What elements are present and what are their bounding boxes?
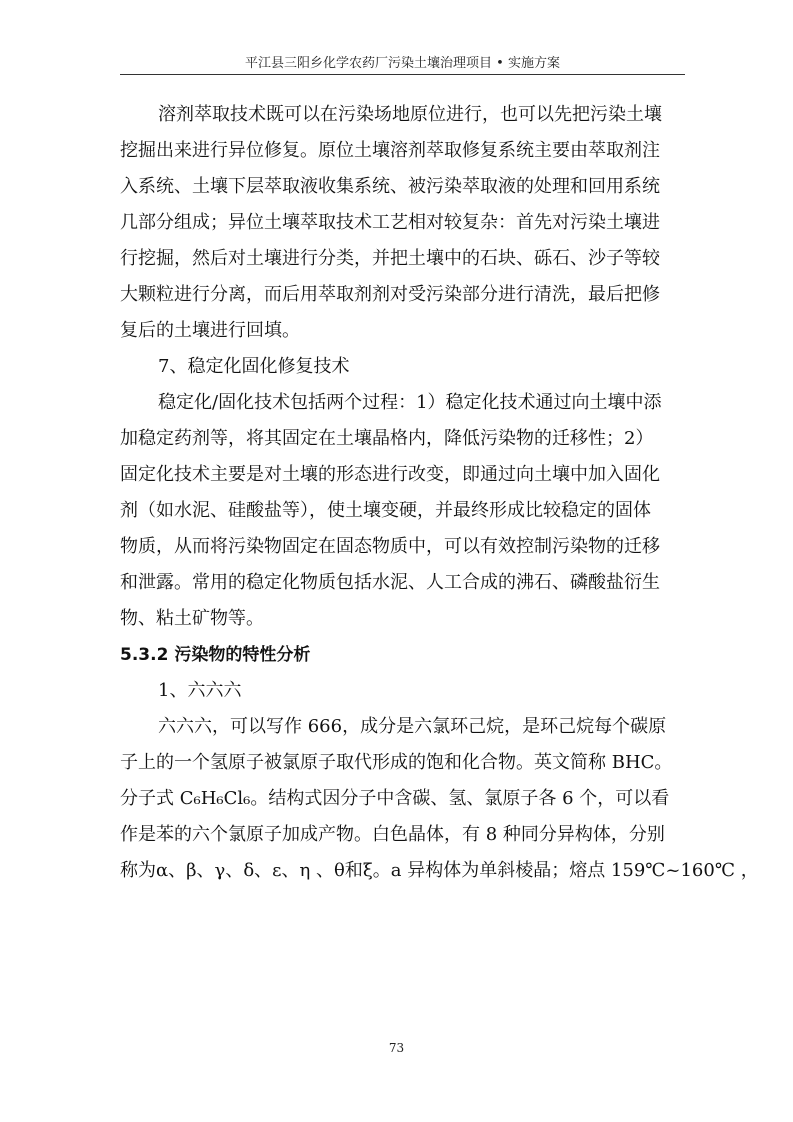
paragraph-line: 大颗粒进行分离，而后用萃取剂剂对受污染部分进行清洗，最后把修 <box>120 284 660 305</box>
page-body <box>120 97 759 889</box>
paragraph-line: 和泄露。常用的稳定化物质包括水泥、人工合成的沸石、磷酸盐衍生 <box>120 572 660 593</box>
list-item-heading: 7、稳定化固化修复技术 <box>158 356 350 377</box>
paragraph-line: 作是苯的六个氯原子加成产物。白色晶体，有 8 种同分异构体，分别 <box>120 824 665 845</box>
paragraph-line: 子上的一个氢原子被氯原子取代形成的饱和化合物。英文简称 BHC。 <box>120 752 673 773</box>
paragraph-line: 复后的土壤进行回填。 <box>120 320 300 341</box>
paragraph-line: 固定化技术主要是对土壤的形态进行改变，即通过向土壤中加入固化 <box>120 464 660 485</box>
paragraph-line: 挖掘出来进行异位修复。原位土壤溶剂萃取修复系统主要由萃取剂注 <box>120 140 660 161</box>
paragraph-line: 物、粘土矿物等。 <box>120 608 264 629</box>
section-heading: 5.3.2 污染物的特性分析 <box>120 645 311 665</box>
running-header: 平江县三阳乡化学农药厂污染土壤治理项目 • 实施方案 <box>245 56 560 71</box>
paragraph-line: 几部分组成；异位土壤萃取技术工艺相对较复杂：首先对污染土壤进 <box>120 212 660 233</box>
paragraph-line: 六六六，可以写作 666，成分是六氯环己烷，是环己烷每个碳原 <box>158 716 667 737</box>
paragraph-line: 物质，从而将污染物固定在固态物质中，可以有效控制污染物的迁移 <box>120 536 660 557</box>
paragraph-line: 剂（如水泥、硅酸盐等），使土壤变硬，并最终形成比较稳定的固体 <box>120 500 651 521</box>
header-divider <box>120 74 685 75</box>
paragraph-line: 称为α、β、γ、δ、ε、η 、θ和ξ。a 异构体为单斜棱晶；熔点 159℃~160℃ ， <box>120 860 759 881</box>
paragraph-line: 稳定化/固化技术包括两个过程：1）稳定化技术通过向土壤中添 <box>158 392 662 413</box>
paragraph-line: 溶剂萃取技术既可以在污染场地原位进行，也可以先把污染土壤 <box>158 104 662 125</box>
page-number: 73 <box>388 1041 405 1055</box>
list-item-heading: 1、六六六 <box>158 680 242 701</box>
paragraph-line: 行挖掘，然后对土壤进行分类，并把土壤中的石块、砾石、沙子等较 <box>120 248 660 269</box>
paragraph-line: 入系统、土壤下层萃取液收集系统、被污染萃取液的处理和回用系统 <box>120 176 660 197</box>
paragraph-line: 加稳定药剂等，将其固定在土壤晶格内，降低污染物的迁移性；2） <box>120 428 654 449</box>
paragraph-line: 分子式 C₆H₆Cl₆。结构式因分子中含碳、氢、氯原子各 6 个，可以看 <box>120 788 670 809</box>
